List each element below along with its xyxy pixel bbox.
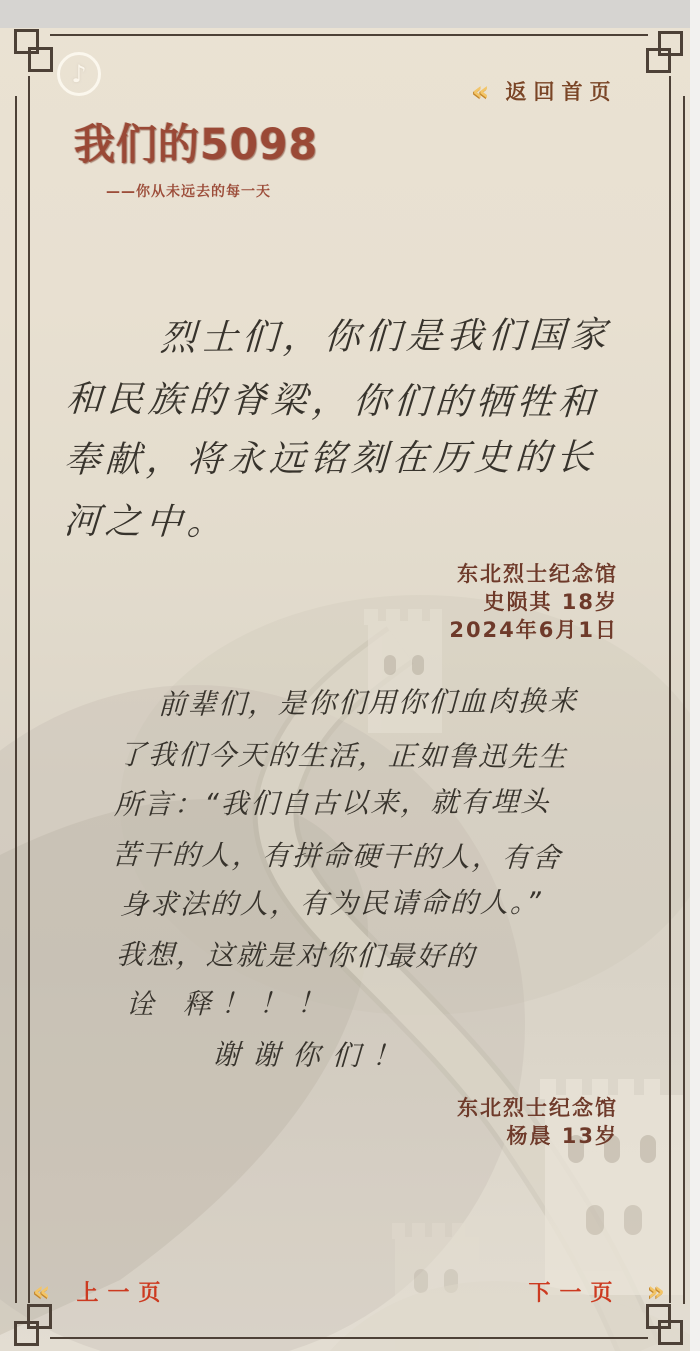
handwritten-line: 和民族的脊梁，你们的牺牲和 (64, 379, 601, 424)
site-logo (74, 110, 318, 201)
frame-corner-square (28, 47, 53, 72)
handwritten-line: 谢谢你们！ (211, 1038, 413, 1073)
next-page-button[interactable] (529, 1276, 665, 1307)
signature-org: 东北烈士纪念馆 (457, 562, 618, 586)
handwritten-letter-1 (0, 308, 665, 552)
letter-1-signature (449, 560, 618, 644)
signature-author: 杨晨 13岁 (506, 1124, 618, 1148)
handwritten-line: 身求法的人，有为民请命的人。” (119, 885, 544, 922)
right-scrollbar-strip (690, 0, 700, 1351)
frame-corner-square (658, 1320, 683, 1345)
music-toggle-button[interactable] (57, 52, 101, 96)
handwritten-line: 苦干的人，有拼命硬干的人，有舍 (111, 838, 563, 875)
frame-right-outer-line (683, 96, 685, 1304)
back-to-home-link[interactable] (472, 76, 617, 106)
handwritten-line: 烈士们，你们是我们国家 (159, 314, 612, 360)
handwritten-line: 所言：“我们自古以来，就有埋头 (113, 784, 551, 822)
handwritten-line: 河之中。 (62, 501, 230, 544)
back-to-home-label: 返回首页 (505, 80, 618, 104)
signature-author: 史陨其 18岁 (483, 590, 618, 614)
logo-title: 我们的5098 (74, 119, 319, 170)
handwritten-line: 前辈们，是你们用你们血肉换来 (157, 684, 579, 722)
frame-bottom-line (50, 1337, 648, 1339)
handwritten-line: 了我们今天的生活，正如鲁迅先生 (117, 738, 569, 774)
frame-corner-square (14, 1321, 39, 1346)
logo-subtitle: ——你从未远去的每一天 (106, 184, 271, 200)
double-chevron-left-icon: « (472, 75, 490, 107)
letter-2-signature (457, 1094, 618, 1150)
music-note-icon: ♪ (71, 60, 87, 88)
next-page-label: 下一页 (528, 1281, 622, 1306)
frame-corner-square (646, 48, 671, 73)
signature-date: 2024年6月1日 (449, 618, 618, 642)
previous-page-label: 上一页 (76, 1281, 170, 1306)
frame-right-inner-line (669, 76, 671, 1303)
signature-org: 东北烈士纪念馆 (457, 1096, 618, 1120)
handwritten-letter-2 (0, 680, 665, 1080)
handwritten-line: 奉献，将永远铭刻在历史的长 (63, 437, 598, 482)
previous-page-button[interactable] (33, 1276, 169, 1307)
frame-top-line (50, 34, 648, 36)
handwritten-line: 诠 释！！！ (125, 986, 336, 1022)
handwritten-line: 我想，这就是对你们最好的 (115, 938, 477, 973)
double-chevron-left-icon: « (33, 1276, 51, 1307)
top-gray-strip (0, 0, 692, 28)
double-chevron-right-icon: » (647, 1276, 665, 1307)
